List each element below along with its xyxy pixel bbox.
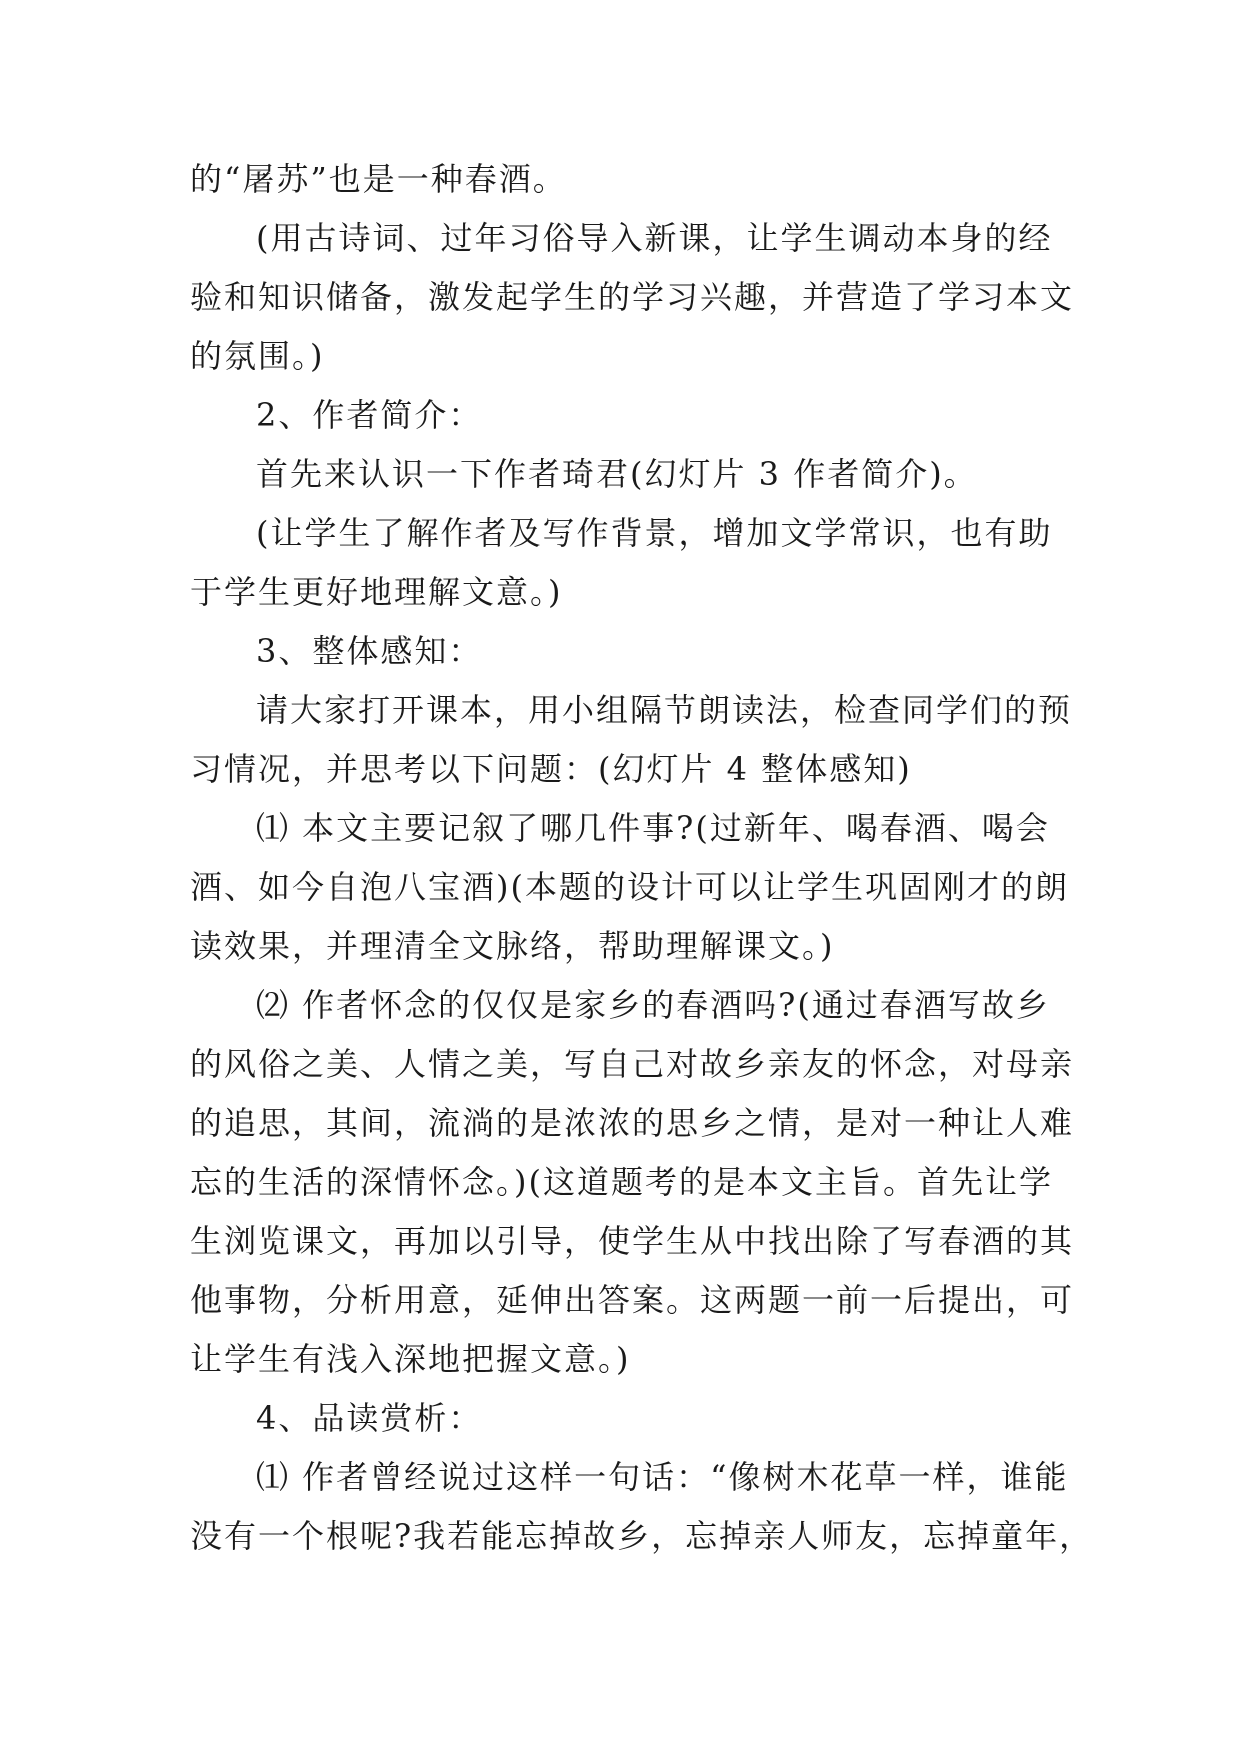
text-line: 没有一个根呢?我若能忘掉故乡，忘掉亲人师友，忘掉童年， [190, 1517, 1094, 1555]
section-heading: 2、作者简介： [256, 396, 483, 434]
question-line: ⑵ 作者怀念的仅仅是家乡的春酒吗?(通过春酒写故乡 [256, 986, 1050, 1024]
text-line: 的追思，其间，流淌的是浓浓的思乡之情，是对一种让人难 [190, 1104, 1075, 1142]
text-line: 他事物，分析用意，延伸出答案。这两题一前一后提出，可 [190, 1281, 1075, 1319]
document-body [190, 150, 1094, 1566]
text-line: 习情况，并思考以下问题：(幻灯片 4 整体感知) [190, 750, 912, 788]
text-line: (让学生了解作者及写作背景，增加文学常识，也有助 [256, 514, 1053, 552]
section-heading: 4、品读赏析： [256, 1399, 483, 1437]
text-line: 生浏览课文，再加以引导，使学生从中找出除了写春酒的其 [190, 1222, 1075, 1260]
question-line: ⑴ 作者曾经说过这样一句话：“像树木花草一样，谁能 [256, 1458, 1069, 1496]
text-line: 于学生更好地理解文意。) [190, 573, 563, 611]
text-line: 读效果，并理清全文脉络，帮助理解课文。) [190, 927, 835, 965]
text-line: 酒、如今自泡八宝酒)(本题的设计可以让学生巩固刚才的朗 [190, 868, 1069, 906]
question-line: ⑴ 本文主要记叙了哪几件事?(过新年、喝春酒、喝会 [256, 809, 1050, 847]
text-line: 首先来认识一下作者琦君(幻灯片 3 作者简介)。 [256, 455, 978, 493]
text-line: 的氛围。) [190, 337, 325, 375]
text-line: 的“屠苏”也是一种春酒。 [190, 160, 567, 198]
text-line: 请大家打开课本，用小组隔节朗读法，检查同学们的预 [256, 691, 1073, 729]
section-heading: 3、整体感知： [256, 632, 483, 670]
text-line: 验和知识储备，激发起学生的学习兴趣，并营造了学习本文 [190, 278, 1075, 316]
text-line: (用古诗词、过年习俗导入新课，让学生调动本身的经 [256, 219, 1053, 257]
text-line: 忘的生活的深情怀念。)(这道题考的是本文主旨。首先让学 [190, 1163, 1053, 1201]
text-line: 的风俗之美、人情之美，写自己对故乡亲友的怀念，对母亲 [190, 1045, 1075, 1083]
text-line: 让学生有浅入深地把握文意。) [190, 1340, 631, 1378]
